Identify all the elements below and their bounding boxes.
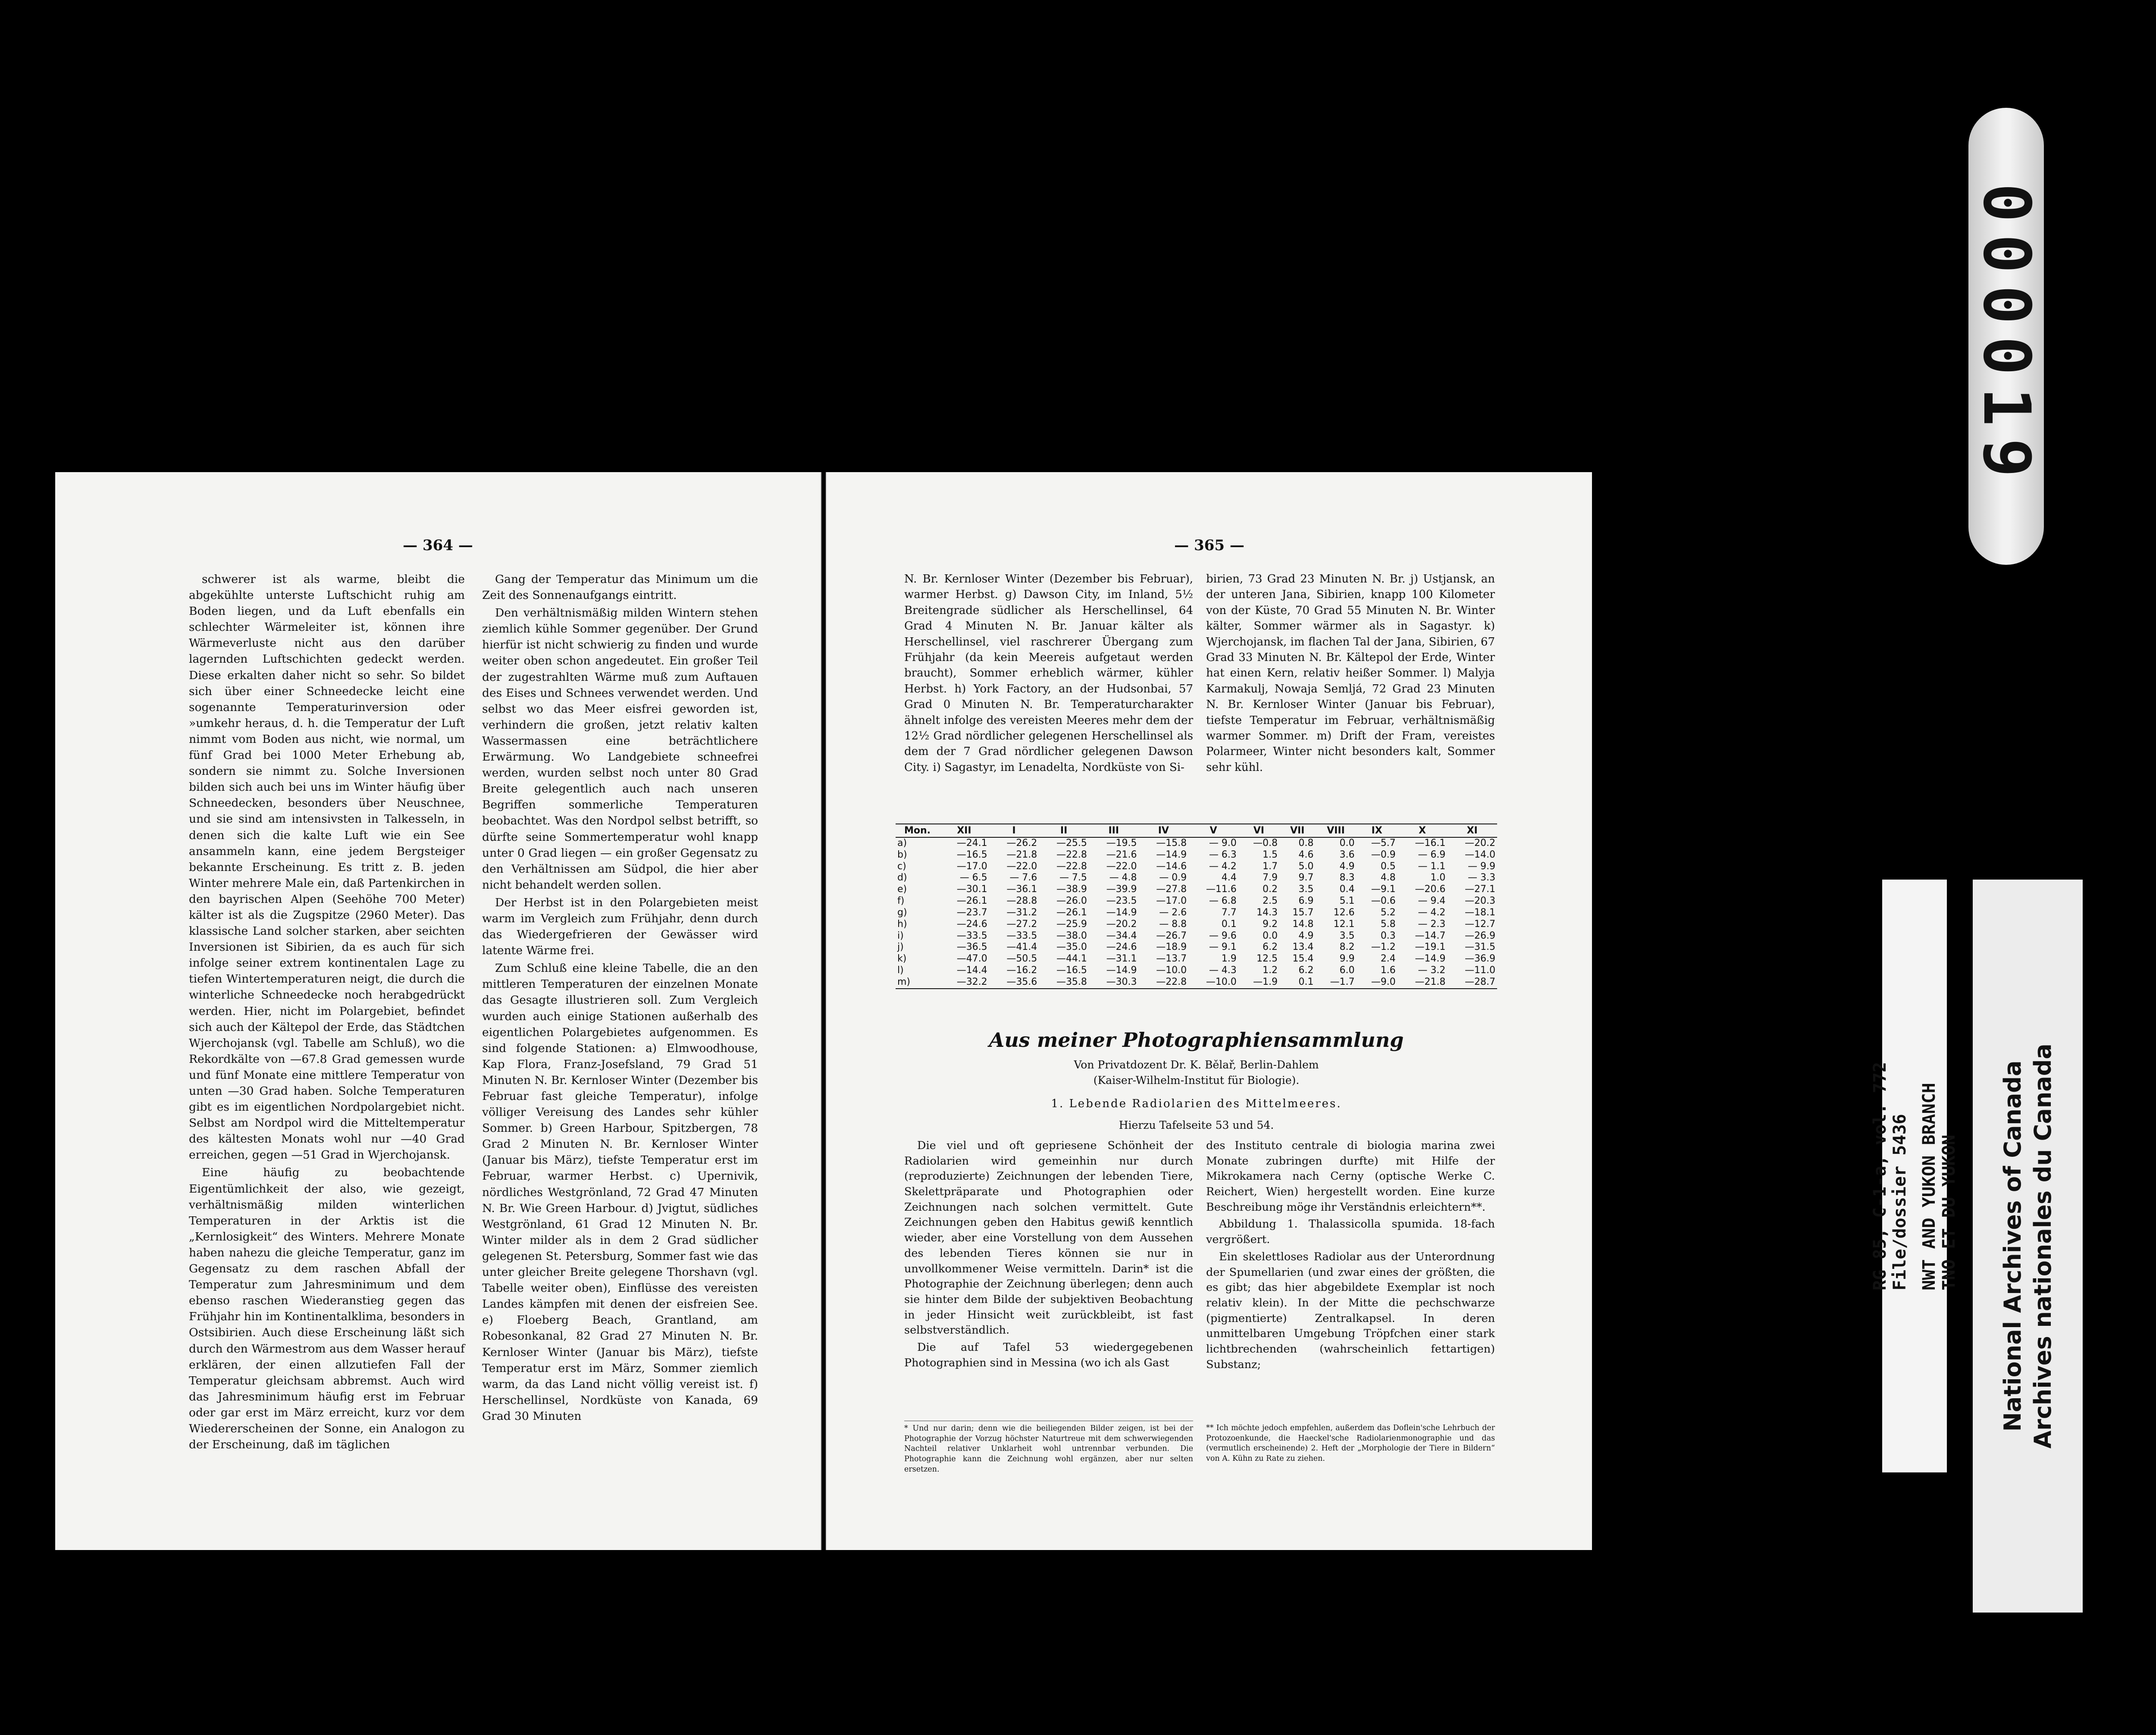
paragraph: schwerer ist als warme, bleibt die abgekühlte unterste Luftschicht ruhig am Boden liegen, und da Luft ebenfalls ein schlechter Wärmeleiter ist, können ihre Wärmeverluste nicht aus den darüber lagernden Luftschichten gedeckt werden. Diese erkalten daher nicht so sehr. So bildet sich über einer Schneedecke leicht eine sogenannte Temperaturinversion oder »umkehr heraus, d. h. die Temperatur der Luft nimmt vom Boden aus nicht, wie normal, um fünf Grad bei 1000 Meter Erhebung ab, sondern sie nimmt zu. Solche Inversionen bilden sich auch bei uns im Winter häufig über Schneedecken, besonders über Neuschnee, und sie sind am intensivsten in Talkesseln, in denen sich die kalte Luft wie ein See ansammeln kann, eine jedem Bergsteiger bekannte Erscheinung. Es tritt z. B. jeden Winter mehrere Male ein, daß Partenkirchen in den bayrischen Alpen (Seehöhe 700 Meter) kälter ist als die Zugspitze (2960 Meter). Das klassische Land solcher starken, aber seichten Inversionen ist Sibirien, da es auch für sich infolge seiner extrem kontinentalen Lage zu tiefen Wintertemperaturen neigt, die durch die winterliche Schneedecke noch herabgedrückt werden. Hier, nicht im Polargebiet, befindet sich auch der Kältepol der Erde, das Städtchen Wjerchojansk (vgl. Tabelle am Schluß), wo die Rekordkälte von —67.8 Grad gemessen wurde und fünf Monate eine mittlere Temperatur von unten —30 Grad haben. Solche Temperaturen gibt es im eigentlichen Nordpolargebiet nicht. Selbst am Nordpol wird die Mitteltemperatur des kältesten Monats wohl nur —40 Grad erreichen, gegen —51 Grad in Wjerchojansk. xyxy=(189,573,465,1162)
table-cell: —22.0 xyxy=(1006,861,1037,872)
table-row xyxy=(896,837,1497,849)
table-cell: —21.8 xyxy=(1006,849,1037,860)
archive-reference-label xyxy=(1870,880,1959,1472)
table-cell: — 4.8 xyxy=(1109,872,1137,883)
table-cell: 1.9 xyxy=(1221,953,1237,965)
table-cell: —15.8 xyxy=(1156,838,1187,849)
table-cell: — 3.3 xyxy=(1468,872,1495,883)
table-cell: — 6.5 xyxy=(959,872,987,883)
table-cell: 5.1 xyxy=(1339,896,1355,907)
article-institute: (Kaiser-Wilhelm-Institut für Biologie). xyxy=(1093,1074,1300,1087)
paragraph: Den verhältnismäßig milden Wintern stehen ziemlich kühle Sommer gegenüber. Der Grund hierfür ist nicht schwierig zu finden und wurde weiter oben schon angedeutet. Ein großer Teil der zugestrahlten Wärme muß zum Auftauen des Eises und Schnees verwendet werden. Und selbst wo das Meer eisfrei geworden ist, verhindern die großen, jetzt relativ kalten Wassermassen eine beträchtlichere Erwärmung. Wo Landgebiete schneefrei werden, wurden selbst noch unter 80 Grad Breite gelegentlich auch nach unseren Begriffen sommerliche Temperaturen beobachtet. Was den Nordpol selbst betrifft, so dürfte seine Sommertemperatur wohl knapp unter 0 Grad liegen — ein großer Gegensatz zu den Verhältnissen am Südpol, die hier aber nicht behandelt werden sollen. xyxy=(482,606,758,892)
nac-french: Archives nationales du Canada xyxy=(2029,1043,2056,1449)
table-row xyxy=(896,942,1497,953)
table-cell: —5.7 xyxy=(1371,838,1396,849)
table-cell: 8.2 xyxy=(1339,942,1355,953)
table-row xyxy=(896,977,1497,989)
table-cell: g) xyxy=(897,907,907,918)
table-cell: e) xyxy=(897,884,907,895)
table-cell: 0.3 xyxy=(1380,930,1396,941)
table-cell: —18.9 xyxy=(1156,942,1187,953)
table-row xyxy=(896,930,1497,942)
table-cell: —47.0 xyxy=(956,953,987,965)
table-cell: — 2.3 xyxy=(1418,918,1446,930)
table-cell: i) xyxy=(897,930,904,941)
left-page xyxy=(55,472,821,1550)
table-cell: —50.5 xyxy=(1006,953,1037,965)
table-cell: 13.4 xyxy=(1292,942,1314,953)
paragraph: Die viel und oft gepriesene Schönheit der Radiolarien wird gemeinhin nur durch (reproduzierte) Zeichnungen der lebenden Tiere, Skelettpräparate und Photographien oder Zeichnungen nach solchen vermittelt. Gute Zeichnungen geben den Habitus gewiß kenntlich wieder, aber eine Vorstellung von dem Aussehen des lebenden Tieres können sie nur in unvollkommener Weise vermitteln. Darin* ist die Photographie der Zeichnung überlegen; denn auch sie hinter dem Bilde der subjektiven Beobachtung in jeder Hinsicht weit zurückbleibt, ist fast selbstverständlich. xyxy=(904,1139,1193,1337)
national-archives-stamp xyxy=(1973,880,2083,1613)
table-cell: —20.6 xyxy=(1415,884,1446,895)
table-cell: c) xyxy=(897,861,906,872)
table-cell: — 6.8 xyxy=(1209,896,1237,907)
table-cell: —22.8 xyxy=(1139,977,1189,989)
table-cell: —30.1 xyxy=(956,884,987,895)
table-cell: —14.9 xyxy=(1415,953,1446,965)
table-cell: —17.0 xyxy=(1156,896,1187,907)
table-cell: —31.1 xyxy=(1106,953,1137,965)
paragraph: Ein skelettloses Radiolar aus der Unterordnung der Spumellarien (und zwar eines der größten, die es gibt; das hier abgebildete Exemplar ist noch relativ klein). In der Mitte die pechschwarze (pigmentierte) Zentralkapsel. In deren unmittelbaren Umgebung Tröpfchen einer stark lichtbrechenden (wahrscheinlich fettartigen) Substanz; xyxy=(1206,1250,1495,1371)
right-page xyxy=(826,472,1592,1550)
table-row xyxy=(896,919,1497,930)
table-cell: —0.8 xyxy=(1253,838,1278,849)
article-title: Aus meiner Photographiensammlung xyxy=(989,1028,1404,1052)
table-cell: —33.5 xyxy=(1006,930,1037,941)
article-section-heading: 1. Lebende Radiolarien des Mittelmeeres. xyxy=(1051,1097,1342,1110)
table-cell: 6.9 xyxy=(1298,896,1314,907)
table-cell: j) xyxy=(897,942,904,953)
table-cell: — 6.9 xyxy=(1418,849,1446,860)
table-header-cell: IV xyxy=(1139,824,1189,837)
table-header-cell: X xyxy=(1398,824,1448,837)
table-cell: —20.3 xyxy=(1465,896,1495,907)
table-cell: 12.1 xyxy=(1333,918,1355,930)
paragraph: des Instituto centrale di biologia marina zwei Monate zubringen durfte) mit Hilfe der Mikrokamera nach Cerny (optische Werke C. Reichert, Wien) hergestellt worden. Eine kurze Beschreibung möge ihr Verständnis erleichtern**. xyxy=(1206,1139,1495,1214)
table-cell: 0.1 xyxy=(1279,977,1315,989)
table-header-cell: I xyxy=(989,824,1039,837)
table-cell: 6.0 xyxy=(1339,965,1355,976)
table-header-cell: V xyxy=(1188,824,1238,837)
table-cell: —24.1 xyxy=(956,838,987,849)
table-cell: 3.5 xyxy=(1339,930,1355,941)
table-cell: —25.9 xyxy=(1056,918,1087,930)
table-row xyxy=(896,884,1497,896)
table-cell: — 9.9 xyxy=(1468,861,1495,872)
table-cell: 1.6 xyxy=(1380,965,1396,976)
table-cell: —1.2 xyxy=(1371,942,1396,953)
table-cell: —21.6 xyxy=(1106,849,1137,860)
table-cell: —26.1 xyxy=(1056,907,1087,918)
table-cell: 4.8 xyxy=(1380,872,1396,883)
table-cell: —1.7 xyxy=(1315,977,1356,989)
table-cell: —16.1 xyxy=(1415,838,1446,849)
table-cell: —20.2 xyxy=(1106,918,1137,930)
table-cell: —22.0 xyxy=(1106,861,1137,872)
table-cell: —22.8 xyxy=(1056,861,1087,872)
table-cell: —35.0 xyxy=(1056,942,1087,953)
table-row xyxy=(896,907,1497,919)
paragraph: Eine häufig zu beobachtende Eigentümlichkeit der also, wie gezeigt, verhältnismäßig milden winterlichen Temperaturen in der Arktis ist die „Kernlosigkeit“ des Winters. Mehrere Monate haben nahezu die gleiche Temperatur, ganz im Gegensatz zu dem raschen Abfall der Temperatur zum Jahresminimum und dem ebenso raschen Wiederanstieg gegen das Frühjahr hin im Kontinentalklima, besonders in Ostsibirien. Auch diese Erscheinung läßt sich durch den Wärmestrom aus dem Wasser herauf erklären, der einen allzutiefen Fall der Temperatur gleichsam abbremst. Auch wird das Jahresminimum häufig erst im Februar oder gar erst im März erreicht, kurz vor dem Wiedererscheinen der Sonne, ein Analogon zu der Erscheinung, daß im täglichen xyxy=(189,1166,465,1452)
paragraph: Zum Schluß eine kleine Tabelle, die an den mittleren Temperaturen der einzelnen Monate das Gesagte illustrieren soll. Zum Vergleich wurden auch einige Stationen außerhalb des eigentlichen Polargebietes aufgenommen. Es sind folgende Stationen: a) Elmwoodhouse, Kap Flora, Franz-Josefsland, 79 Grad 51 Minuten N. Br. Kernloser Winter (Dezember bis Februar fast gleiche Temperatur), infolge völliger Vereisung des Landes sehr kühler Sommer. b) Green Harbour, Spitzbergen, 78 Grad 2 Minuten N. Br. Kernloser Winter (Januar bis März), tiefste Temperatur erst im Februar, warmer Herbst. c) Upernivik, nördliches Westgrönland, 72 Grad 47 Minuten N. Br. Wie Green Harbour. d) Jvigtut, südliches Westgrönland, 61 Grad 12 Minuten N. Br. Winter milder als in dem 2 Grad südlicher gelegenen St. Petersburg, Sommer fast wie das unter gleicher Breite gelegene Thorshavn (vgl. Tabelle weiter oben), Einflüsse des vereisten Landes kämpfen mit denen der eisfreien See. e) Floeberg Beach, Grantland, am Robesonkanal, 82 Grad 27 Minuten N. Br. Kernloser Winter (Januar bis März), tiefste Temperatur erst im März, Sommer ziemlich warm, da das Land nicht völlig vereist ist. f) Herschellinsel, Nordküste von Kanada, 69 Grad 30 Minuten xyxy=(482,961,758,1423)
table-header-cell: XII xyxy=(939,824,989,837)
paragraph: N. Br. Kernloser Winter (Dezember bis Februar), warmer Herbst. g) Dawson City, im Inland, 5½ Breitengrade südlicher als Herschellinsel, 64 Grad 4 Minuten N. Br. Januar kälter als Herschellinsel, viel raschrerer Übergang zum Frühjahr (da kein Meereis aufgetaut werden braucht), Sommer erheblich wärmer, kühler Herbst. h) York Factory, an der Hudsonbai, 57 Grad 0 Minuten N. Br. Temperaturcharakter ähnelt infolge des vereisten Meeres mehr dem der 12½ Grad nördlicher gelegenen Herschellinsel als dem der 7 Grad nördlicher gelegenen Dawson City. i) Sagastyr, im Lenadelta, Nordküste von Si- xyxy=(904,573,1193,774)
table-row xyxy=(896,861,1497,873)
table-cell: 9.2 xyxy=(1262,918,1278,930)
table-cell: — 9.4 xyxy=(1418,896,1446,907)
frame-number-tape xyxy=(1968,108,2044,565)
table-cell: 12.5 xyxy=(1256,953,1278,965)
table-cell: —26.7 xyxy=(1156,930,1187,941)
table-cell: 4.6 xyxy=(1298,849,1314,860)
table-cell: 1.7 xyxy=(1262,861,1278,872)
table-cell: 0.2 xyxy=(1262,884,1278,895)
table-cell: —34.4 xyxy=(1106,930,1137,941)
article-column-1 xyxy=(904,1138,1193,1372)
table-cell: —14.9 xyxy=(1156,849,1187,860)
footnote-2: ** Ich möchte jedoch empfehlen, außerdem das Doflein'sche Lehrbuch der Protozoenkunde, die Haeckel'sche Radiolarienmonographie und das (vermutlich erscheinende) 2. Heft der „Morphologie der Tiere in Bildern“ von A. Kühn zu Rate zu ziehen. xyxy=(1206,1424,1495,1463)
table-cell: 4.9 xyxy=(1339,861,1355,872)
table-cell: — 4.2 xyxy=(1418,907,1446,918)
table-cell: — 9.1 xyxy=(1209,942,1237,953)
table-cell: 5.0 xyxy=(1298,861,1314,872)
table-cell: —19.5 xyxy=(1106,838,1137,849)
paragraph: Abbildung 1. Thalassicolla spumida. 18-fach vergrößert. xyxy=(1206,1218,1495,1246)
table-header-cell: II xyxy=(1039,824,1089,837)
table-cell: 2.5 xyxy=(1262,896,1278,907)
table-cell: —41.4 xyxy=(1006,942,1037,953)
table-cell: —14.6 xyxy=(1156,861,1187,872)
article-author: Von Privatdozent Dr. K. Bělař, Berlin-Dahlem xyxy=(1074,1059,1319,1071)
table-cell: 7.7 xyxy=(1221,907,1237,918)
table-cell: —33.5 xyxy=(956,930,987,941)
table-cell: —10.0 xyxy=(1188,977,1238,989)
table-cell: —9.0 xyxy=(1357,977,1398,989)
table-cell: m) xyxy=(896,977,939,989)
table-cell: — 2.6 xyxy=(1159,907,1187,918)
page-number-right: — 365 — xyxy=(1174,537,1244,554)
table-cell: 5.2 xyxy=(1380,907,1396,918)
table-cell: —0.9 xyxy=(1371,849,1396,860)
table-cell: —14.7 xyxy=(1415,930,1446,941)
table-cell: h) xyxy=(897,918,907,930)
table-cell: —14.9 xyxy=(1106,965,1137,976)
table-cell: — 9.0 xyxy=(1209,838,1237,849)
table-cell: —11.6 xyxy=(1206,884,1237,895)
table-cell: — 4.3 xyxy=(1209,965,1237,976)
table-header-cell: VI xyxy=(1238,824,1279,837)
table-cell: —27.1 xyxy=(1465,884,1495,895)
paragraph: Die auf Tafel 53 wiedergegebenen Photographien sind in Messina (wo ich als Gast xyxy=(904,1340,1193,1369)
table-cell: 15.7 xyxy=(1292,907,1314,918)
table-cell: —20.2 xyxy=(1465,838,1495,849)
right-column-2 xyxy=(1206,571,1495,777)
table-cell: —11.0 xyxy=(1465,965,1495,976)
table-cell: —27.2 xyxy=(1006,918,1037,930)
table-cell: —16.2 xyxy=(1006,965,1037,976)
temperature-table xyxy=(896,824,1497,989)
table-cell: 8.3 xyxy=(1339,872,1355,883)
table-cell: — 7.6 xyxy=(1009,872,1037,883)
table-cell: — 9.6 xyxy=(1209,930,1237,941)
table-header-cell: XI xyxy=(1447,824,1497,837)
table-cell: —31.5 xyxy=(1465,942,1495,953)
table-header-cell: VII xyxy=(1279,824,1315,837)
table-cell: —35.8 xyxy=(1039,977,1089,989)
table-cell: 0.0 xyxy=(1339,838,1355,849)
table-cell: — 3.2 xyxy=(1418,965,1446,976)
right-column-1 xyxy=(904,571,1193,777)
article-column-2 xyxy=(1206,1138,1495,1374)
table-cell: 1.5 xyxy=(1262,849,1278,860)
table-cell: —13.7 xyxy=(1156,953,1187,965)
table-row xyxy=(896,896,1497,907)
table-cell: —14.0 xyxy=(1465,849,1495,860)
frame-number: 000019 xyxy=(1968,183,2044,489)
table-row xyxy=(896,953,1497,965)
table-cell: —1.9 xyxy=(1238,977,1279,989)
table-header-cell: IX xyxy=(1357,824,1398,837)
table-cell: —23.5 xyxy=(1106,896,1137,907)
table-cell: 0.8 xyxy=(1298,838,1314,849)
table-cell: d) xyxy=(897,872,907,883)
table-cell: —26.2 xyxy=(1006,838,1037,849)
table-cell: —44.1 xyxy=(1056,953,1087,965)
table-cell: —26.0 xyxy=(1056,896,1087,907)
table-cell: —36.1 xyxy=(1006,884,1037,895)
table-cell: —36.5 xyxy=(956,942,987,953)
table-cell: — 8.8 xyxy=(1159,918,1187,930)
table-row xyxy=(896,872,1497,884)
table-cell: 9.9 xyxy=(1339,953,1355,965)
table-cell: — 7.5 xyxy=(1059,872,1087,883)
table-cell: —16.5 xyxy=(1056,965,1087,976)
table-cell: —21.8 xyxy=(1398,977,1448,989)
table-cell: a) xyxy=(897,838,907,849)
table-cell: —12.7 xyxy=(1465,918,1495,930)
table-cell: —18.1 xyxy=(1465,907,1495,918)
table-cell: 5.8 xyxy=(1380,918,1396,930)
table-cell: —9.1 xyxy=(1371,884,1396,895)
table-cell: 3.5 xyxy=(1298,884,1314,895)
table-cell: 6.2 xyxy=(1298,965,1314,976)
table-cell: 0.4 xyxy=(1339,884,1355,895)
paragraph: Der Herbst ist in den Polargebieten meist warm im Vergleich zum Frühjahr, denn durch das Wiedergefrieren der Gewässer wird latente Wärme frei. xyxy=(482,896,758,958)
nac-english: National Archives of Canada xyxy=(1999,1060,2026,1432)
paragraph: birien, 73 Grad 23 Minuten N. Br. j) Ustjansk, an der unteren Jana, Sibirien, knapp 100 Kilometer von der Küste, 70 Grad 55 Minuten N. Br. Winter kälter, Sommer wärmer als in Sagastyr. k) Wjerchojansk, im flachen Tal der Jana, Sibirien, 67 Grad 33 Minuten N. Br. Kältepol der Erde, Winter hat einen Kern, relativ heißer Sommer. l) Malyja Karmakulj, Nowaja Semljá, 72 Grad 23 Minuten N. Br. Kernloser Winter (Januar bis Februar), tiefste Temperatur im Februar, verhältnismäßig warmer Sommer. m) Drift der Fram, vereistes Polarmeer, Winter nicht besonders kalt, Sommer sehr kühl. xyxy=(1206,573,1495,774)
table-cell: 0.5 xyxy=(1380,861,1396,872)
table-cell: k) xyxy=(897,953,907,965)
table-cell: 4.4 xyxy=(1221,872,1237,883)
table-cell: 9.7 xyxy=(1298,872,1314,883)
table-cell: —22.8 xyxy=(1056,849,1087,860)
table-header-cell: Mon. xyxy=(896,824,939,837)
table-row xyxy=(896,965,1497,977)
table-cell: 3.6 xyxy=(1339,849,1355,860)
archive-line-4: TNO ET DU YUKON xyxy=(1939,1134,1959,1290)
table-cell: —24.6 xyxy=(1106,942,1137,953)
table-cell: 4.9 xyxy=(1298,930,1314,941)
table-cell: 6.2 xyxy=(1262,942,1278,953)
table-cell: —35.6 xyxy=(989,977,1039,989)
table-cell: —19.1 xyxy=(1415,942,1446,953)
table-cell: 14.3 xyxy=(1256,907,1278,918)
table-cell: — 1.1 xyxy=(1418,861,1446,872)
table-cell: —26.1 xyxy=(956,896,987,907)
table-cell: b) xyxy=(897,849,907,860)
table-cell: —32.2 xyxy=(939,977,989,989)
archive-line-2: File/dossier 5436 xyxy=(1890,1114,1910,1290)
table-cell: —0.6 xyxy=(1371,896,1396,907)
table-cell: 0.1 xyxy=(1221,918,1237,930)
table-cell: —26.9 xyxy=(1465,930,1495,941)
table-cell: —16.5 xyxy=(956,849,987,860)
table-header-row xyxy=(896,824,1497,837)
table-cell: —14.9 xyxy=(1106,907,1137,918)
table-cell: — 6.3 xyxy=(1209,849,1237,860)
table-cell: —24.6 xyxy=(956,918,987,930)
table-cell: —27.8 xyxy=(1156,884,1187,895)
archive-line-1: RG 85, C-1-a, vol. 772 xyxy=(1870,1062,1890,1290)
table-header-cell: VIII xyxy=(1315,824,1356,837)
table-cell: —36.9 xyxy=(1465,953,1495,965)
table-cell: 12.6 xyxy=(1333,907,1355,918)
table-cell: 7.9 xyxy=(1262,872,1278,883)
paragraph: Gang der Temperatur das Minimum um die Zeit des Sonnenaufgangs eintritt. xyxy=(482,573,758,602)
archive-line-3: NWT AND YUKON BRANCH xyxy=(1919,1082,1939,1290)
table-cell: l) xyxy=(897,965,904,976)
table-cell: 2.4 xyxy=(1380,953,1396,965)
table-cell: —38.0 xyxy=(1056,930,1087,941)
table-cell: —39.9 xyxy=(1106,884,1137,895)
footnote-1: * Und nur darin; denn wie die beiliegenden Bilder zeigen, ist bei der Photographie der Vorzug höchster Naturtreue mit dem schwerwiegenden Nachteil relativer Unklarheit wohl untrennbar verbunden. Die Photographie kann die Zeichnung wohl ergänzen, aber nur selten ersetzen. xyxy=(904,1421,1193,1475)
table-cell: — 0.9 xyxy=(1159,872,1187,883)
table-cell: —17.0 xyxy=(956,861,987,872)
table-cell: —28.7 xyxy=(1447,977,1497,989)
table-cell: —30.3 xyxy=(1089,977,1139,989)
table-cell: f) xyxy=(897,896,905,907)
table-cell: 14.8 xyxy=(1292,918,1314,930)
table-cell: —23.7 xyxy=(956,907,987,918)
table-cell: 15.4 xyxy=(1292,953,1314,965)
table-cell: —25.5 xyxy=(1056,838,1087,849)
article-plates-note: Hierzu Tafelseite 53 und 54. xyxy=(1119,1119,1274,1131)
table-cell: 0.0 xyxy=(1262,930,1278,941)
table-cell: —14.4 xyxy=(956,965,987,976)
table-row xyxy=(896,849,1497,861)
table-cell: —28.8 xyxy=(1006,896,1037,907)
table-cell: —31.2 xyxy=(1006,907,1037,918)
left-column-1 xyxy=(189,571,465,1454)
left-column-2 xyxy=(482,571,758,1426)
table-cell: 1.2 xyxy=(1262,965,1278,976)
table-cell: —10.0 xyxy=(1156,965,1187,976)
table-cell: — 4.2 xyxy=(1209,861,1237,872)
table-cell: 1.0 xyxy=(1430,872,1446,883)
table-header-cell: III xyxy=(1089,824,1139,837)
page-number-left: — 364 — xyxy=(403,537,473,554)
table-cell: —38.9 xyxy=(1056,884,1087,895)
